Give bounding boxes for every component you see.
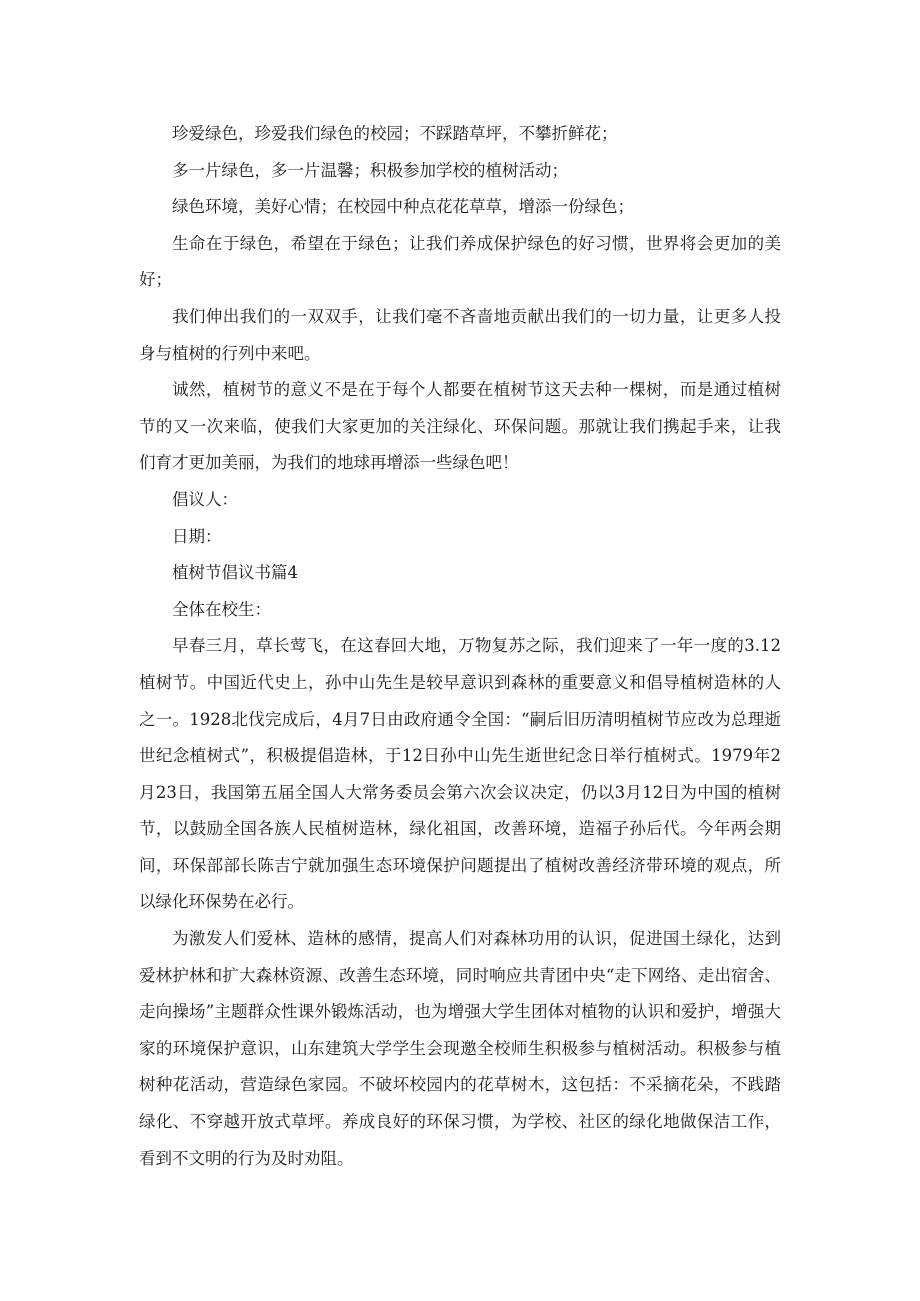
paragraph-meaning-of-arbor-day: 诚然，植树节的意义不是在于每个人都要在植树节这天去种一棵树，而是通过植树节的又一次来临，使我们大家更加的关注绿化、环保问题。那就让我们携起手来，让我们育才更加美丽，为我们的地球再增添一些绿色吧！ bbox=[139, 380, 781, 473]
document-body bbox=[139, 116, 781, 1177]
paragraph-arbor-day-history: 早春三月，草长莺飞，在这春回大地，万物复苏之际，我们迎来了一年一度的3.12植树节。中国近代史上，孙中山先生是较早意识到森林的重要意义和倡导植树造林的人之一。1928北伐完成后，4月7日由政府通令全国：“嗣后旧历清明植树节应改为总理逝世纪念植树式”，积极提倡造林，于12日孙中山先生逝世纪念日举行植树式。1979年2月23日，我国第五届全国人大常务委员会第六次会议决定，仍以3月12日为中国的植树节，以鼓励全国各族人民植树造林，绿化祖国，改善环境，造福子孙后代。今年两会期间，环保部部长陈吉宁就加强生态环境保护问题提出了植树改善经济带环境的观点，所以绿化环保势在必行。 bbox=[139, 636, 781, 912]
paragraph-reach-out-hands: 我们伸出我们的一双双手，让我们毫不吝啬地贡献出我们的一切力量，让更多人投身与植树的行列中来吧。 bbox=[139, 306, 781, 363]
paragraph-more-green: 多一片绿色，多一片温馨；积极参加学校的植树活动； bbox=[172, 160, 568, 180]
paragraph-call-to-action: 为激发人们爱林、造林的感情，提高人们对森林功用的认识，促进国土绿化，达到爱林护林和扩大森林资源、改善生态环境，同时响应共青团中央“走下网络、走出宿舍、走向操场”主题群众性课外锻炼活动，也为增强大学生团体对植物的认识和爱护，增强大家的环境保护意识，山东建筑大学学生会现邀全校师生积极参与植树活动。积极参与植树种花活动，营造绿色家园。不破坏校园内的花草树木，这包括：不采摘花朵，不践踏绿化、不穿越开放式草坪。养成良好的环保习惯，为学校、社区的绿化地做保洁工作，看到不文明的行为及时劝阻。 bbox=[139, 929, 781, 1168]
date-label: 日期： bbox=[172, 526, 222, 546]
salutation: 全体在校生： bbox=[172, 599, 271, 619]
paragraph-life-in-green: 生命在于绿色，希望在于绿色；让我们养成保护绿色的好习惯，世界将会更加的美好； bbox=[139, 233, 781, 290]
proposer-label: 倡议人： bbox=[172, 489, 238, 509]
paragraph-green-environment: 绿色环境，美好心情；在校园中种点花花草草，增添一份绿色； bbox=[172, 197, 634, 217]
section-heading: 植树节倡议书篇4 bbox=[172, 563, 298, 583]
paragraph-cherish-green-campus: 珍爱绿色，珍爱我们绿色的校园；不踩踏草坪，不攀折鲜花； bbox=[172, 124, 618, 143]
